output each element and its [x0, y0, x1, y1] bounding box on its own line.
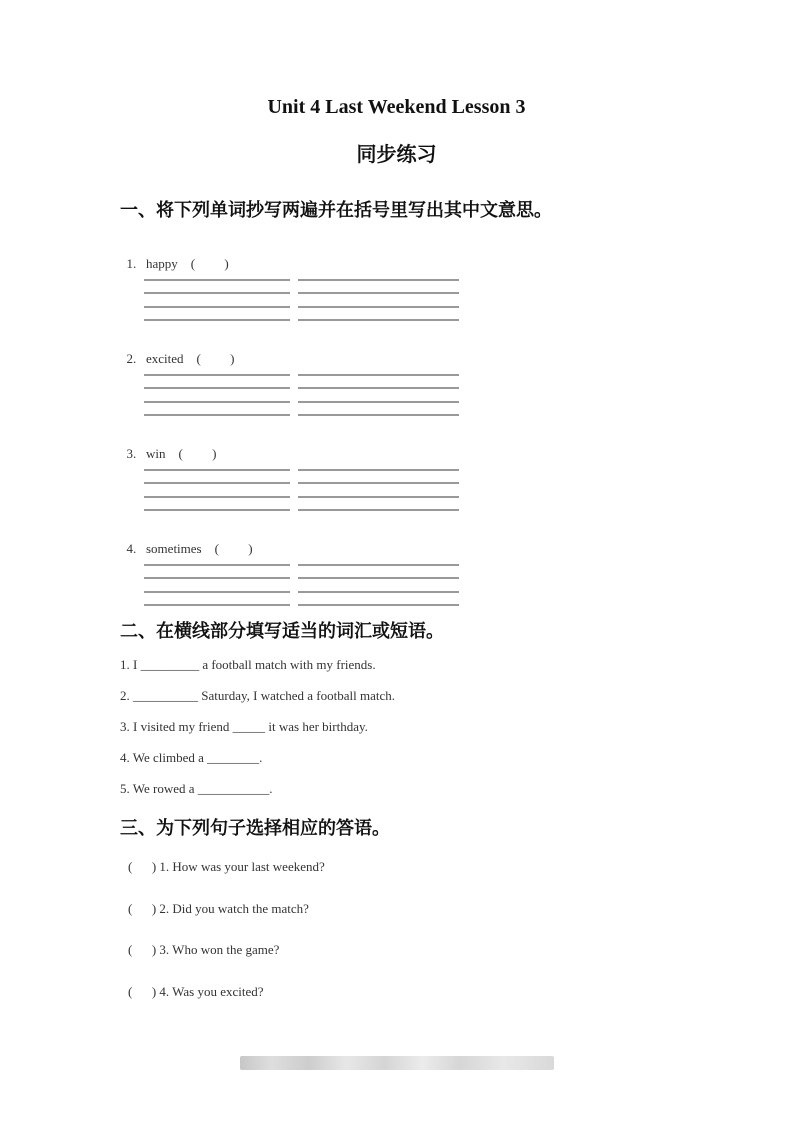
match-item-2	[128, 901, 309, 917]
fill-blank-item-4: 4. We climbed a ________.	[120, 750, 263, 765]
word-item-3	[120, 430, 216, 462]
meaning-blank: ( )	[190, 256, 229, 271]
word-text: win	[146, 446, 166, 461]
question-text: 4. Was you excited?	[159, 984, 264, 999]
word-number: 1.	[126, 256, 137, 271]
word-number: 2.	[126, 351, 137, 366]
word-number: 4.	[126, 541, 137, 556]
answer-blank: ( )	[128, 984, 157, 999]
word-text: sometimes	[146, 541, 202, 556]
word-text: happy	[146, 256, 178, 271]
copy-lines-4	[144, 563, 460, 607]
worksheet-subtitle: 同步练习	[356, 142, 437, 166]
section-3-heading: 三、为下列句子选择相应的答语。	[120, 818, 390, 839]
question-text: 1. How was your last weekend?	[159, 859, 325, 874]
fill-blank-item-1: 1. I _________ a football match with my friends.	[120, 657, 376, 672]
fill-blank-item-3: 3. I visited my friend _____ it was her birthday.	[120, 719, 368, 734]
meaning-blank: ( )	[214, 541, 253, 556]
worksheet-title: Unit 4 Last Weekend Lesson 3	[267, 96, 526, 118]
word-item-4	[120, 525, 253, 557]
answer-blank: ( )	[128, 942, 157, 957]
fill-blank-item-5: 5. We rowed a ___________.	[120, 781, 273, 796]
match-item-3	[128, 942, 279, 958]
answer-blank: ( )	[128, 859, 157, 874]
word-number: 3.	[126, 446, 137, 461]
meaning-blank: ( )	[178, 446, 217, 461]
answer-blank: ( )	[128, 901, 157, 916]
match-item-1	[128, 859, 325, 875]
section-1-heading: 一、将下列单词抄写两遍并在括号里写出其中文意思。	[120, 200, 552, 221]
copy-lines-1	[144, 278, 460, 322]
copy-lines-2	[144, 373, 460, 417]
copy-lines-3	[144, 468, 460, 512]
question-text: 3. Who won the game?	[159, 942, 280, 957]
word-item-1	[120, 240, 229, 272]
word-text: excited	[146, 351, 184, 366]
question-text: 2. Did you watch the match?	[159, 901, 309, 916]
meaning-blank: ( )	[196, 351, 235, 366]
match-item-4	[128, 984, 264, 1000]
fill-blank-item-2: 2. __________ Saturday, I watched a football match.	[120, 688, 395, 703]
section-2-heading: 二、在横线部分填写适当的词汇或短语。	[120, 621, 444, 642]
word-item-2	[120, 335, 234, 367]
blurred-footer-watermark	[240, 1056, 554, 1070]
